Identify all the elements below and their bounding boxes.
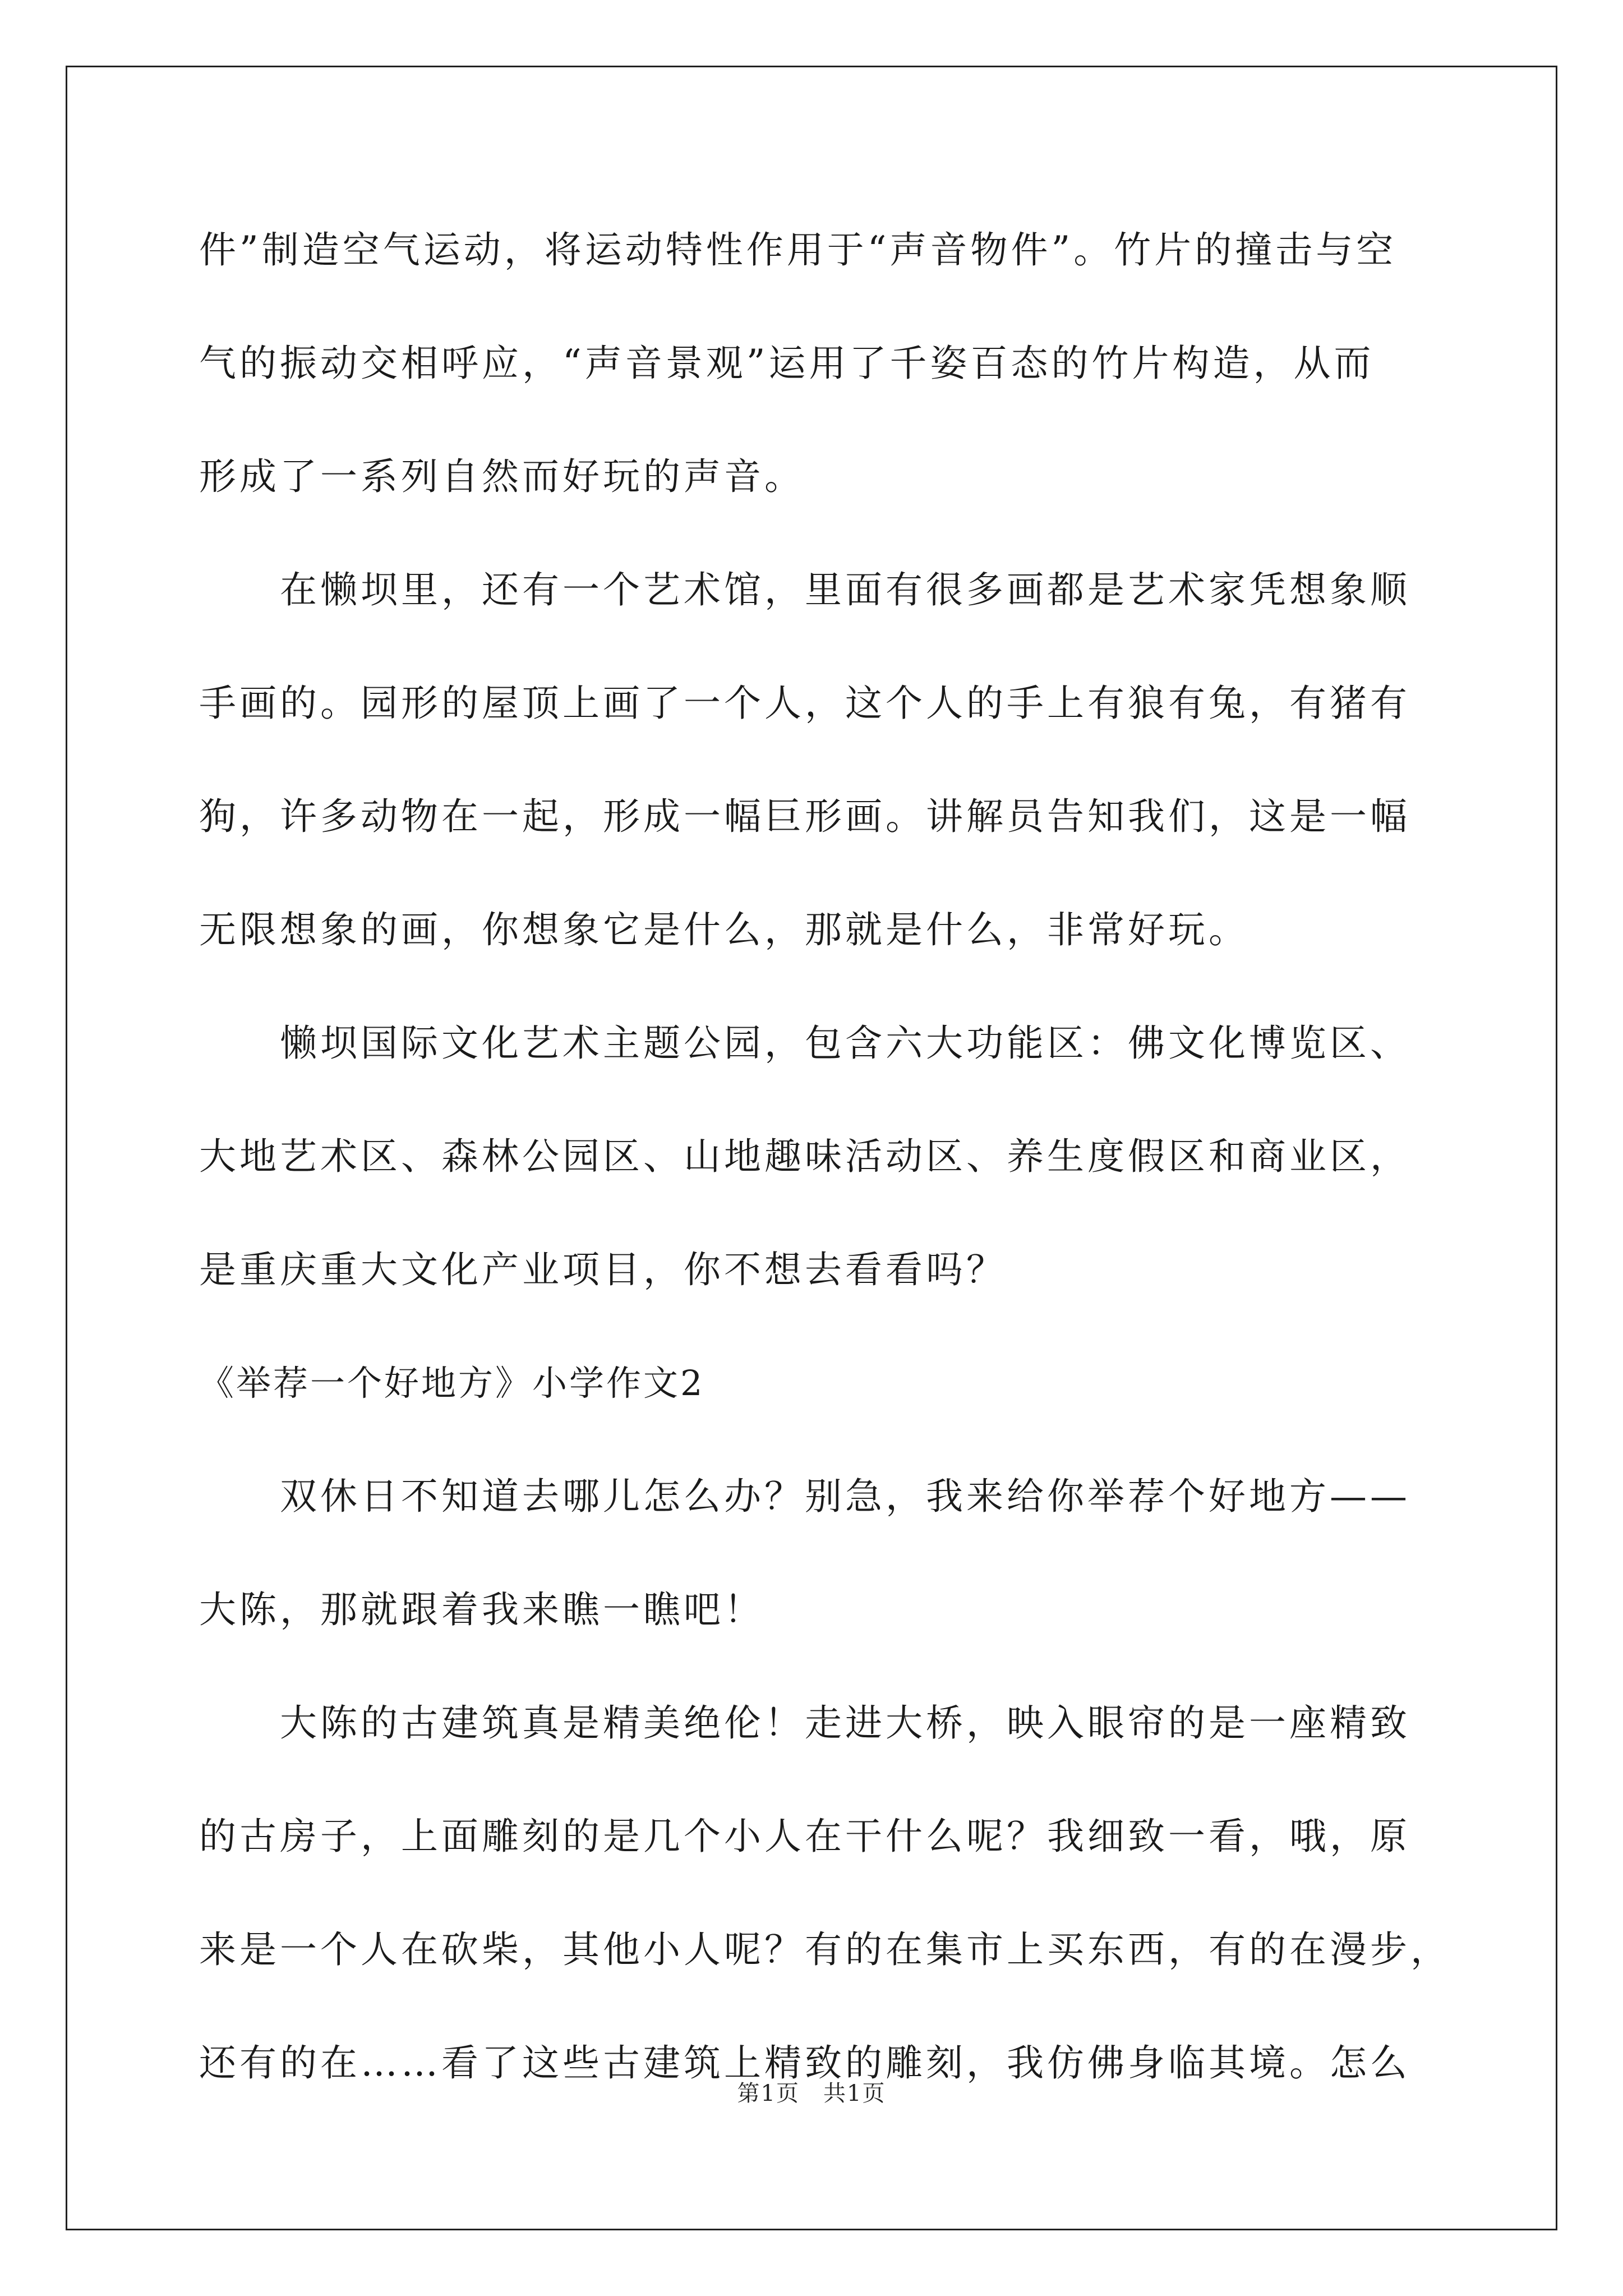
text-line: 无限想象的画，你想象它是什么，那就是什么，非常好玩。 bbox=[199, 908, 1249, 951]
text-line: 大陈的古建筑真是精美绝伦！走进大桥，映入眼帘的是一座精致 bbox=[199, 1701, 1410, 1745]
text-line: 懒坝国际文化艺术主题公园，包含六大功能区：佛文化博览区、 bbox=[199, 1022, 1410, 1065]
text-line: 在懒坝里，还有一个艺术馆，里面有很多画都是艺术家凭想象顺 bbox=[199, 568, 1410, 611]
text-line: 形成了一系列自然而好玩的声音。 bbox=[199, 455, 805, 498]
text-line: 来是一个人在砍柴，其他小人呢？有的在集市上买东西，有的在漫步， bbox=[199, 1928, 1451, 1971]
page-footer: 第1页 共1页 bbox=[737, 2081, 886, 2106]
section-heading: 《举荐一个好地方》小学作文2 bbox=[199, 1363, 705, 1404]
text-line: 气的振动交相呼应，“声音景观”运用了千姿百态的竹片构造，从而 bbox=[199, 342, 1375, 385]
text-line: 大地艺术区、森林公园区、山地趣味活动区、养生度假区和商业区， bbox=[199, 1135, 1410, 1178]
document-body bbox=[199, 194, 1451, 2120]
text-line: 是重庆重大文化产业项目，你不想去看看吗？ bbox=[199, 1248, 1007, 1291]
text-line: 双休日不知道去哪儿怎么办？别急，我来给你举荐个好地方—— bbox=[199, 1475, 1410, 1518]
text-line: 还有的在……看了这些古建筑上精致的雕刻，我仿佛身临其境。怎么 bbox=[199, 2041, 1410, 2085]
text-line: 的古房子，上面雕刻的是几个小人在干什么呢？我细致一看，哦，原 bbox=[199, 1815, 1410, 1858]
text-line: 狗，许多动物在一起，形成一幅巨形画。讲解员告知我们，这是一幅 bbox=[199, 795, 1410, 838]
text-line: 手画的。园形的屋顶上画了一个人，这个人的手上有狼有兔，有猪有 bbox=[199, 682, 1410, 725]
text-line: 件”制造空气运动，将运动特性作用于“声音物件”。竹片的撞击与空 bbox=[199, 228, 1397, 272]
text-line: 大陈，那就跟着我来瞧一瞧吧！ bbox=[199, 1588, 764, 1631]
